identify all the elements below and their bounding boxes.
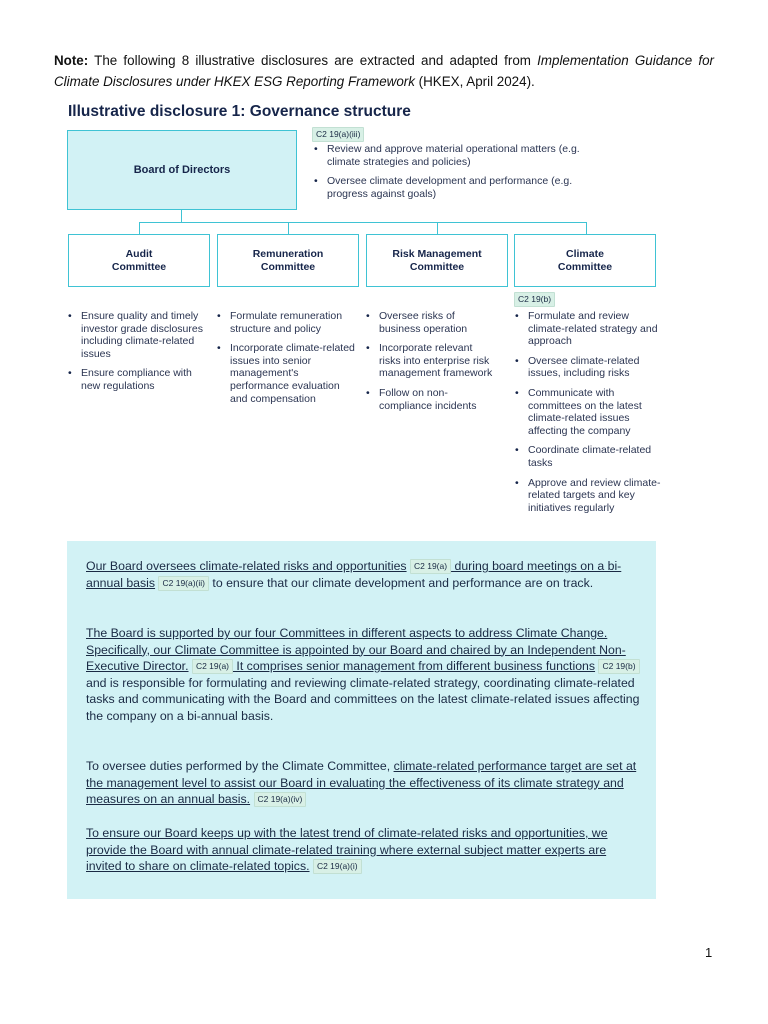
board-bullet: • Oversee climate development and performance (e.g. progress against goals) <box>312 175 602 200</box>
board-label: Board of Directors <box>133 164 231 176</box>
panel-paragraph-3 <box>86 758 642 808</box>
committee-bullet: • Oversee climate-related issues, including risks <box>513 355 661 380</box>
board-bullet: • Review and approve material operational matters (e.g. climate strategies and policies) <box>312 143 602 168</box>
connector-horizontal <box>139 222 586 223</box>
committee-bullet: • Ensure quality and timely investor grade disclosures including climate-related issues <box>66 310 211 360</box>
risk-management-bullet-list <box>364 310 494 419</box>
committee-name-line1: Climate <box>566 247 604 260</box>
climate-committee-tag: C2 19(b) <box>514 292 555 307</box>
reference-tag: C2 19(b) <box>598 659 639 674</box>
reference-tag: C2 19(a)(iv) <box>254 792 307 807</box>
connector-vertical <box>181 210 182 222</box>
committee-bullet: • Formulate and review climate-related strategy and approach <box>513 310 661 348</box>
committee-box-climate <box>514 234 656 287</box>
underlined-text: climate-related performance target are set at the management level to assist our Board in evaluating the effectiveness of its climate strategy and measures on an annual basis. <box>86 759 637 806</box>
panel-paragraph-2 <box>86 625 642 724</box>
connector-drop-audit <box>139 222 140 234</box>
audit-bullet-list <box>66 310 211 400</box>
committee-name-line2: Committee <box>260 260 316 273</box>
board-bullet-list <box>312 143 602 207</box>
reference-tag: C2 19(a) <box>192 659 233 674</box>
underlined-text: The Board is supported by our four Committees in different aspects to address Climate Change. Specifically, our Climate Committee is appointed by our Board and chaired by an Independent Non-Executive Director. <box>86 626 626 673</box>
note-text-after: (HKEX, April 2024). <box>414 74 535 89</box>
note-paragraph <box>54 50 714 92</box>
committee-bullet: • Ensure compliance with new regulations <box>66 367 211 392</box>
committee-bullet: • Approve and review climate-related targets and key initiatives regularly <box>513 477 661 515</box>
paragraph-text: to ensure that our climate development and performance are on track. <box>209 575 594 590</box>
committee-name-line1: Audit <box>125 247 153 260</box>
committee-bullet: • Follow on non-compliance incidents <box>364 387 494 412</box>
note-source-title: Implementation Guidance for Climate Disclosures under HKEX ESG Reporting Framework <box>54 53 714 89</box>
committee-bullet: • Incorporate relevant risks into enterprise risk management framework <box>364 342 494 380</box>
committee-name-line2: Committee <box>557 260 613 273</box>
committee-box-audit <box>68 234 210 287</box>
committee-bullet: • Coordinate climate-related tasks <box>513 444 661 469</box>
remuneration-bullet-list <box>215 310 357 412</box>
board-tag: C2 19(a)(iii) <box>312 127 364 142</box>
committee-name-line1: Risk Management <box>392 247 482 260</box>
reference-tag: C2 19(a)(ii) <box>158 576 209 591</box>
connector-drop-risk <box>437 222 438 234</box>
panel-paragraph-4 <box>86 825 642 875</box>
paragraph-text: and is responsible for formulating and reviewing climate-related strategy, coordinating climate-related tasks and communicating with the Board and committees on the latest climate-related issues affecting the company on a bi-annual basis. <box>86 675 640 723</box>
committee-name-line1: Remuneration <box>252 247 324 260</box>
note-text-before: The following 8 illustrative disclosures are extracted and adapted from <box>88 53 538 68</box>
disclosure-title: Illustrative disclosure 1: Governance structure <box>68 103 411 120</box>
committee-box-remuneration <box>217 234 359 287</box>
climate-bullet-list <box>513 310 661 521</box>
reference-tag: C2 19(a) <box>410 559 451 574</box>
committee-bullet: • Incorporate climate-related issues into senior management's performance evaluation and compensation <box>215 342 357 405</box>
committee-bullet: • Formulate remuneration structure and policy <box>215 310 357 335</box>
connector-drop-remuneration <box>288 222 289 234</box>
committee-name-line2: Committee <box>409 260 465 273</box>
reference-tag: C2 19(a)(i) <box>313 859 362 874</box>
underlined-text: during board meetings on a bi-annual basis <box>86 559 622 590</box>
page-number: 1 <box>705 945 713 960</box>
underlined-text: Our Board oversees climate-related risks and opportunities <box>86 559 407 573</box>
committee-bullet: • Communicate with committees on the latest climate-related issues affecting the company <box>513 387 661 437</box>
note-label: Note: <box>54 53 89 68</box>
committee-name-line2: Committee <box>111 260 167 273</box>
paragraph-text: To oversee duties performed by the Climate Committee, <box>86 759 394 773</box>
board-box <box>67 130 297 210</box>
committee-box-risk-management <box>366 234 508 287</box>
underlined-text: To ensure our Board keeps up with the latest trend of climate-related risks and opportunities, we provide the Board with annual climate-related training where external subject matter experts are invited to share on climate-related topics. <box>86 826 608 873</box>
underlined-text: It comprises senior management from different business functions <box>233 659 596 673</box>
connector-drop-climate <box>586 222 587 234</box>
panel-paragraph-1 <box>86 558 642 591</box>
committee-bullet: • Oversee risks of business operation <box>364 310 494 335</box>
